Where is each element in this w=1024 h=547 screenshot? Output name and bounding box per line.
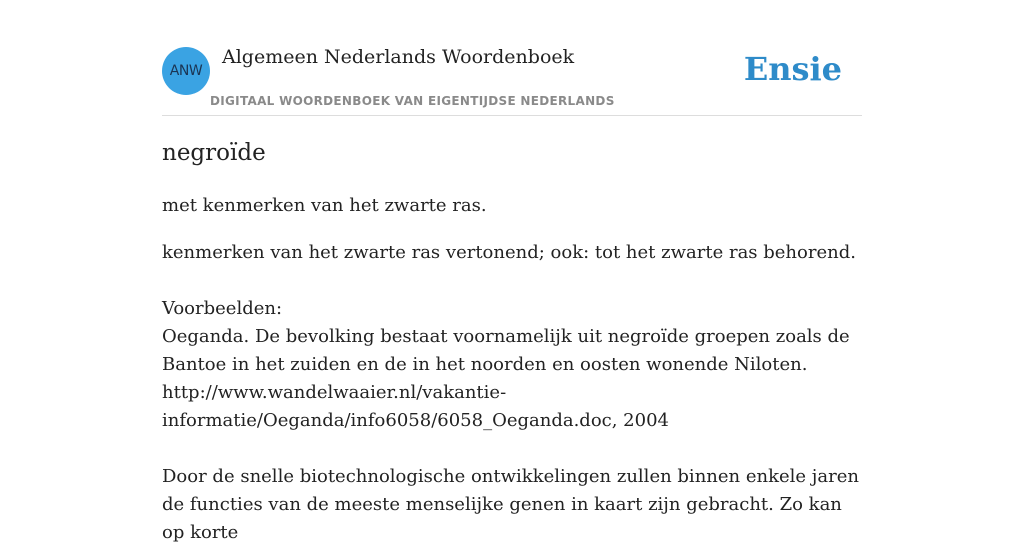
full-definition: kenmerken van het zwarte ras vertonend; ook: tot het zwarte ras behorend.: [162, 242, 856, 263]
example-source-url: http://www.wandelwaaier.nl/vakantie-: [162, 382, 507, 403]
site-title[interactable]: Algemeen Nederlands Woordenboek: [222, 46, 575, 68]
entry-body: [162, 239, 862, 547]
anw-logo[interactable]: ANW: [162, 47, 210, 95]
page: [162, 0, 862, 543]
site-header: [162, 0, 862, 116]
entry-headword: negroïde: [162, 140, 266, 166]
example-text: Door de snelle biotechnologische ontwikkelingen zullen binnen enkele jaren de functies van de meeste menselijke genen in kaart zijn gebracht. Zo kan op korte: [162, 466, 859, 543]
example-text: Oeganda. De bevolking bestaat voornamelijk uit negroïde groepen zoals de Bantoe in het zuiden en de in het noorden en oosten wonende Niloten.: [162, 326, 850, 375]
example-source-url-cont: informatie/Oeganda/info6058/6058_Oeganda.doc, 2004: [162, 410, 669, 431]
examples-label: Voorbeelden:: [162, 298, 283, 319]
site-tagline: DIGITAAL WOORDENBOEK VAN EIGENTIJDSE NEDERLANDS: [210, 94, 615, 108]
ensie-brand-link[interactable]: Ensie: [743, 50, 842, 88]
short-definition: met kenmerken van het zwarte ras.: [162, 195, 487, 216]
